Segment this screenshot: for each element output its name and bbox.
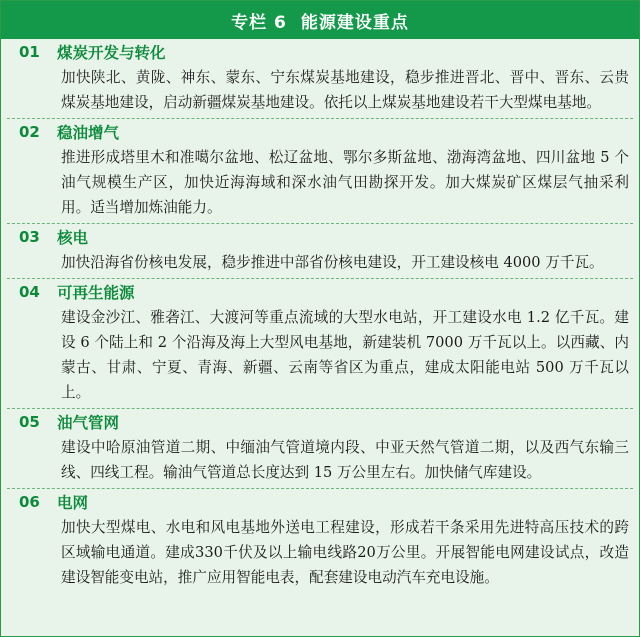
section-coal bbox=[1, 39, 639, 118]
section-nuclear bbox=[1, 224, 639, 278]
section-title: 油气管网 bbox=[57, 414, 120, 432]
section-number: 01 bbox=[19, 43, 40, 61]
section-body: 加快大型煤电、水电和风电基地外送电工程建设，形成若干条采用先进特高压技术的跨区域输电通道。建成330千伏及以上输电线路20万公里。开展智能电网建设试点，改造建设智能变电站，推广应用智能电表，配套建设电动汽车充电设施。 bbox=[61, 519, 629, 586]
section-number: 04 bbox=[19, 283, 40, 301]
section-title: 可再生能源 bbox=[57, 284, 135, 302]
section-body: 加快陕北、黄陇、神东、蒙东、宁东煤炭基地建设，稳步推进晋北、晋中、晋东、云贵煤炭基地建设，启动新疆煤炭基地建设。依托以上煤炭基地建设若干大型煤电基地。 bbox=[61, 69, 629, 111]
section-number: 03 bbox=[19, 228, 40, 246]
section-body: 建设中哈原油管道二期、中缅油气管道境内段、中亚天然气管道二期，以及西气东输三线、四线工程。输油气管道总长度达到 15 万公里左右。加快储气库建设。 bbox=[61, 439, 629, 481]
section-grid bbox=[1, 489, 639, 593]
section-title: 稳油增气 bbox=[57, 124, 120, 142]
section-body: 建设金沙江、雅砻江、大渡河等重点流域的大型水电站，开工建设水电 1.2 亿千瓦。建设 6 个陆上和 2 个沿海及海上大型风电基地，新建装机 7000 万千瓦以上。以西藏、内蒙古、甘肃、宁夏、青海、新疆、云南等省区为重点，建成太阳能电站 500 万千瓦以上。 bbox=[61, 309, 629, 401]
column-title: 能源建设重点 bbox=[300, 12, 409, 33]
section-title: 电网 bbox=[57, 494, 89, 512]
section-number: 02 bbox=[19, 123, 40, 141]
section-number: 06 bbox=[19, 493, 40, 511]
section-pipeline bbox=[1, 409, 639, 488]
section-oil-gas bbox=[1, 119, 639, 223]
section-body: 加快沿海省份核电发展，稳步推进中部省份核电建设，开工建设核电 4000 万千瓦。 bbox=[61, 254, 604, 271]
section-title: 煤炭开发与转化 bbox=[57, 44, 166, 62]
column-label: 专栏 6 bbox=[231, 12, 287, 33]
section-title: 核电 bbox=[57, 229, 89, 247]
column-header bbox=[1, 1, 639, 39]
section-renewable bbox=[1, 279, 639, 408]
section-body: 推进形成塔里木和准噶尔盆地、松辽盆地、鄂尔多斯盆地、渤海湾盆地、四川盆地 5 个油气规模生产区，加快近海海域和深水油气田勘探开发。加大煤炭矿区煤层气抽采利用。适当增加炼油能力。 bbox=[61, 149, 629, 216]
section-number: 05 bbox=[19, 413, 40, 431]
